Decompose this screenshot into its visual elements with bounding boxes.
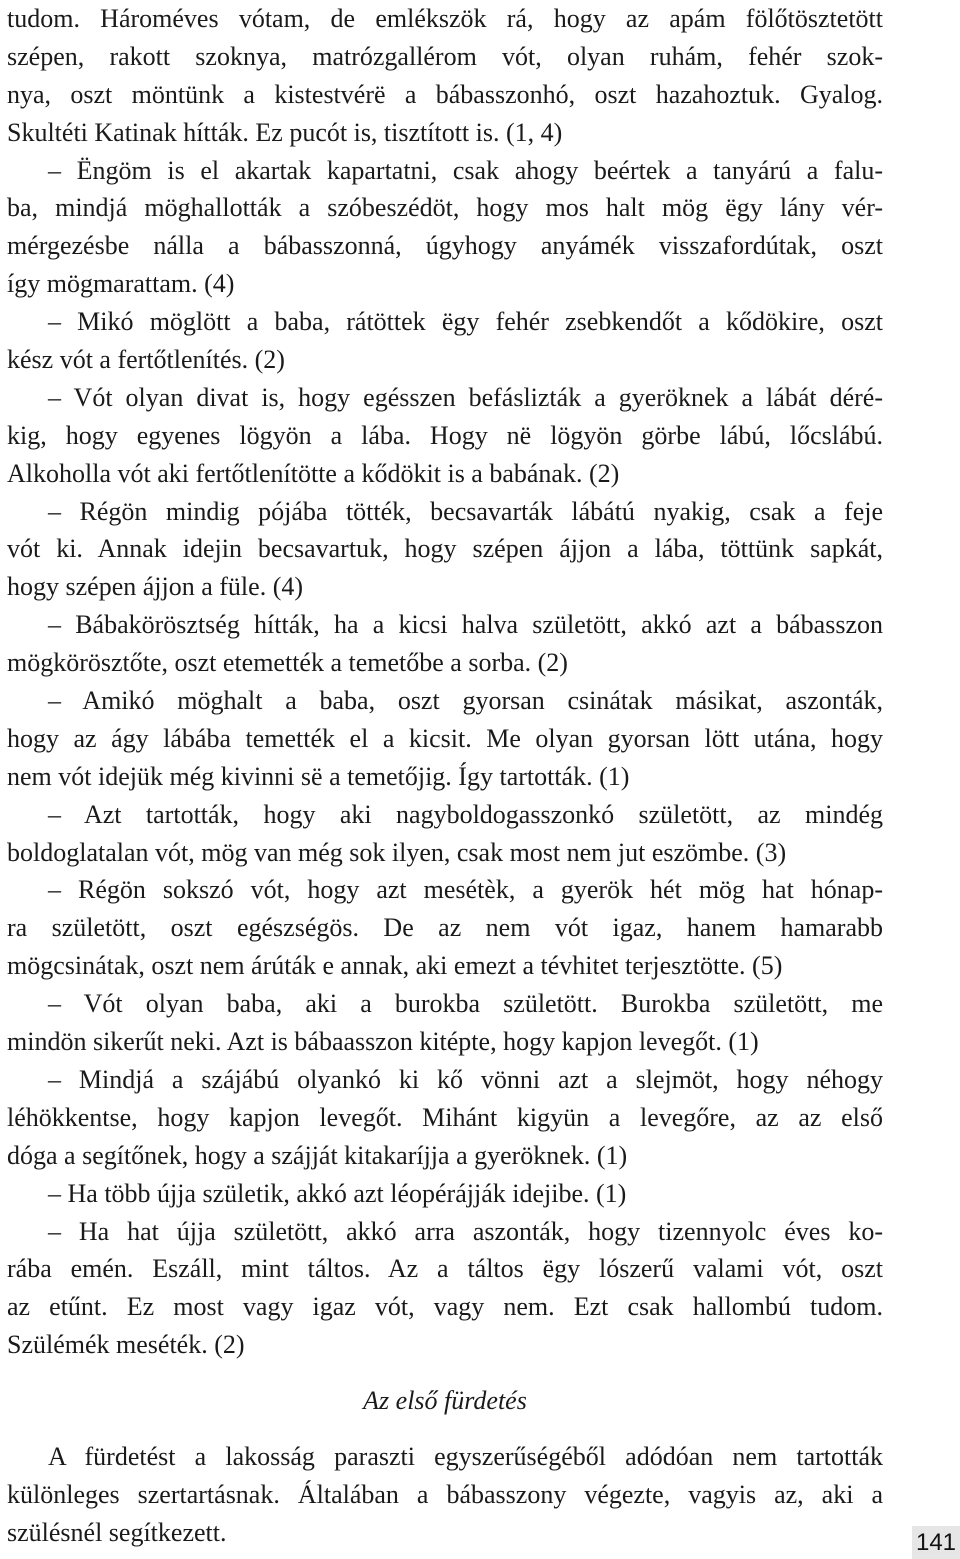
text-line: – Amikó möghalt a baba, oszt gyorsan csinátak másikat, aszonták, bbox=[48, 686, 883, 716]
text-line: mögcsinátak, oszt nem árúták e annak, aki emezt a tévhitet terjesztötte. (5) bbox=[7, 951, 783, 981]
text-line: az etűnt. Ez most vagy igaz vót, vagy nem. Ezt csak hallombú tudom. bbox=[7, 1292, 883, 1322]
text-line: mérgezésbe nálla a bábasszonná, úgyhogy anyámék visszafordútak, oszt bbox=[7, 231, 883, 261]
text-line: – Mindjá a szájábú olyankó ki kő vönni azt a slejmöt, hogy néhogy bbox=[48, 1064, 883, 1094]
text-line: rába emén. Eszáll, mint táltos. Az a táltos ëgy lószerű valami vót, oszt bbox=[7, 1254, 883, 1284]
text-line: szépen, rakott szoknya, matrózgallérom vót, olyan ruhám, fehér szok- bbox=[7, 41, 883, 71]
text-line: tudom. Hároméves vótam, de emlékszök rá, hogy az apám fölőtösztetött bbox=[7, 4, 883, 33]
text-line: – Mikó möglött a baba, rátöttek ëgy fehér zsebkendőt a kődökire, oszt bbox=[48, 307, 883, 337]
text-line: nem vót idejük még kivinni së a temetőjig. Így tartották. (1) bbox=[7, 761, 630, 791]
text-line: ba, mindjá möghallották a szóbeszédöt, hogy mos halt mög ëgy lány vér- bbox=[7, 193, 883, 223]
text-line: – Régön sokszó vót, hogy azt mesétèk, a gyerök hét mög hat hónap- bbox=[48, 875, 883, 905]
text-line: szülésnél segítkezett. bbox=[7, 1517, 227, 1547]
text-line: – Bábakörösztség hítták, ha a kicsi halva születött, akkó azt a bábasszon bbox=[48, 610, 883, 640]
text-line: különleges szertartásnak. Általában a bábasszony végezte, vagyis az, aki a bbox=[7, 1479, 883, 1509]
document-page bbox=[7, 0, 883, 1552]
text-line: boldoglatalan vót, mög van még sok ilyen, csak most nem jut eszömbe. (3) bbox=[7, 837, 787, 867]
text-line: – Vót olyan divat is, hogy egésszen befáslizták a gyeröknek a lábát déré- bbox=[48, 382, 883, 412]
text-line: Szülémék meséték. (2) bbox=[7, 1330, 245, 1360]
text-line: mögkörösztőte, oszt etemették a temetőbe a sorba. (2) bbox=[7, 648, 568, 678]
text-line: ra születött, oszt egészségös. De az nem vót igaz, hanem hamarabb bbox=[7, 913, 883, 943]
text-line: Alkoholla vót aki fertőtlenítötte a kődökit is a babának. (2) bbox=[7, 458, 620, 488]
text-line: dóga a segítőnek, hogy a szájját kitakaríjja a gyeröknek. (1) bbox=[7, 1140, 628, 1170]
text-line: – Régön mindig pójába tötték, becsavarták lábátú nyakig, csak a feje bbox=[48, 496, 883, 526]
text-line: A fürdetést a lakosság paraszti egyszerűségéből adódóan nem tartották bbox=[48, 1442, 883, 1472]
page-number: 141 bbox=[912, 1526, 960, 1559]
text-line: kész vót a fertőtlenítés. (2) bbox=[7, 345, 285, 375]
text-line: hogy szépen ájjon a füle. (4) bbox=[7, 572, 304, 602]
text-line: – Ha több újja születik, akkó azt léopérájják idejibe. (1) bbox=[48, 1178, 627, 1208]
text-line: így mögmarattam. (4) bbox=[7, 269, 235, 299]
text-line: – Ëngöm is el akartak kapartatni, csak ahogy beértek a tanyárú a falu- bbox=[48, 155, 883, 185]
text-line: – Vót olyan baba, aki a burokba születött. Burokba születött, me bbox=[48, 989, 883, 1019]
text-line: léhökkentse, hogy kapjon levegőt. Mihánt kigyün a levegőre, az az első bbox=[7, 1102, 883, 1132]
text-line: mindön sikerűt neki. Azt is bábaasszon kitépte, hogy kapjon levegőt. (1) bbox=[7, 1027, 759, 1057]
text-line: vót ki. Annak idejin becsavartuk, hogy szépen ájjon a lába, töttünk sapkát, bbox=[7, 534, 883, 564]
text-line: – Ha hat újja születött, akkó arra aszonták, hogy tizennyolc éves ko- bbox=[48, 1216, 883, 1246]
text-line: nya, oszt möntünk a kistestvérë a bábasszonhó, oszt hazahoztuk. Gyalog. bbox=[7, 79, 883, 109]
text-line: Skultéti Katinak hítták. Ez pucót is, tisztított is. (1, 4) bbox=[7, 117, 563, 147]
text-line: – Azt tartották, hogy aki nagyboldogasszonkó születött, az mindég bbox=[48, 799, 883, 829]
section-heading: Az első fürdetés bbox=[363, 1386, 527, 1416]
text-line: kig, hogy egyenes lögyön a lába. Hogy në lögyön görbe lábú, lőcslábú. bbox=[7, 420, 883, 450]
text-line: hogy az ágy lábába temették el a kicsit. Me olyan gyorsan lött utána, hogy bbox=[7, 723, 883, 753]
